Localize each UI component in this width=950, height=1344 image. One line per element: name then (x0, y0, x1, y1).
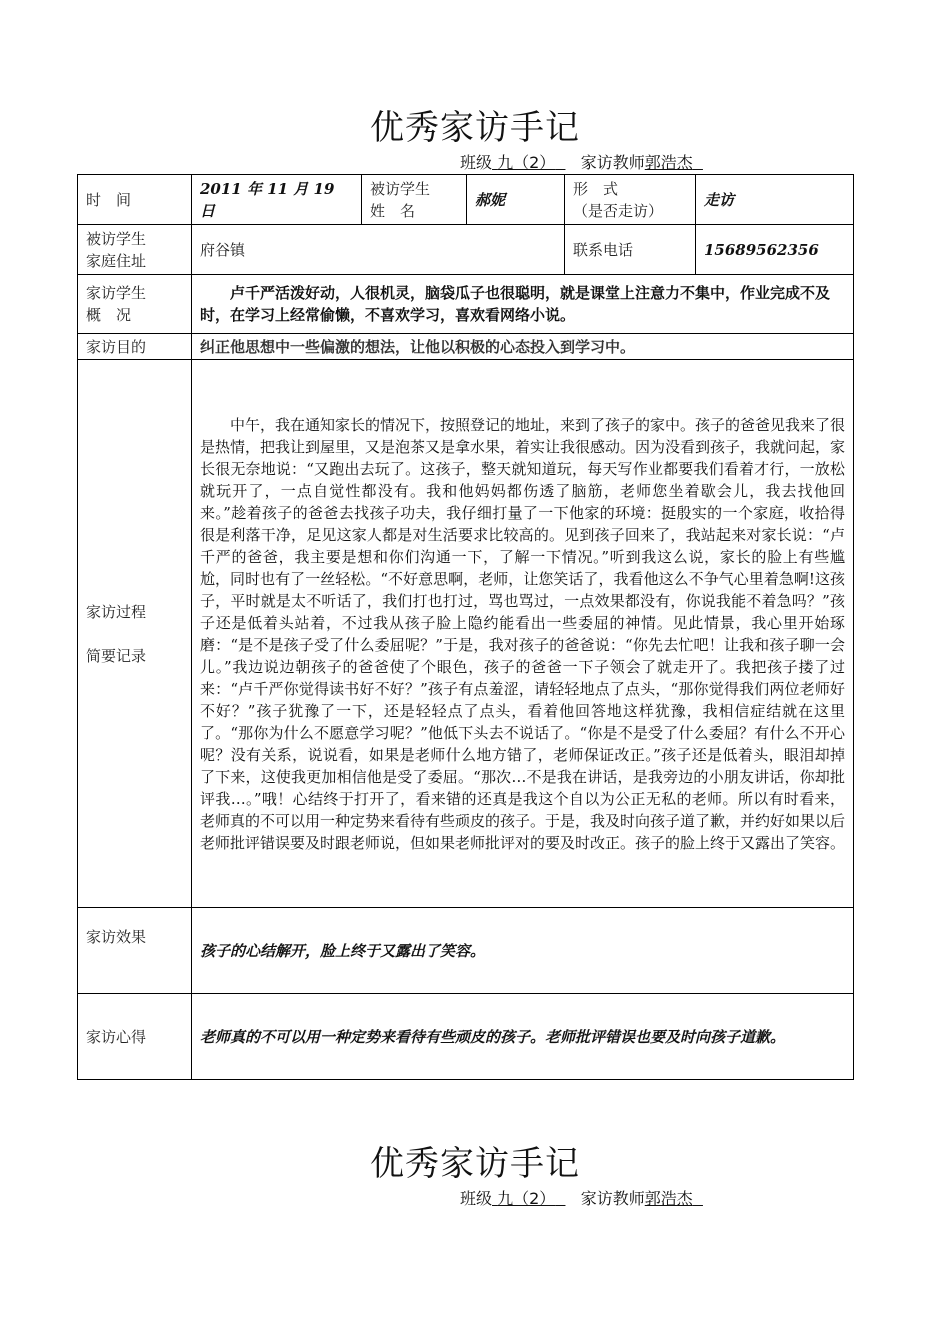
insight-value: 老师真的不可以用一种定势来看待有些顽皮的孩子。老师批评错误也要及时向孩子道歉。 (192, 994, 854, 1080)
home-visit-table (77, 174, 854, 1080)
class-teacher-line-repeat (460, 1186, 703, 1209)
class-label: 班级 (460, 153, 493, 172)
row-insight (78, 994, 854, 1080)
row-basic-info (78, 175, 854, 225)
phone-label: 联系电话 (565, 225, 696, 275)
class-teacher-line (460, 150, 703, 173)
row-survey (78, 275, 854, 334)
row-purpose (78, 334, 854, 360)
effect-value: 孩子的心结解开，脸上终于又露出了笑容。 (192, 908, 854, 994)
student-name-label: 被访学生 姓 名 (362, 175, 467, 225)
survey-label: 家访学生 概 况 (78, 275, 192, 334)
survey-value: 卢千严活泼好动，人很机灵，脑袋瓜子也很聪明，就是课堂上注意力不集中，作业完成不及时，在学习上经常偷懒，不喜欢学习，喜欢看网络小说。 (192, 275, 854, 334)
page-title: 优秀家访手记 (370, 108, 580, 148)
address-value: 府谷镇 (192, 225, 565, 275)
class-value: 九（2） (497, 1189, 556, 1208)
teacher-label: 家访教师 (580, 1189, 645, 1208)
form-label: 形 式 （是否走访） (565, 175, 696, 225)
page-title-repeat: 优秀家访手记 (370, 1144, 580, 1184)
teacher-value: 郭浩杰 (644, 1189, 693, 1208)
class-label: 班级 (460, 1189, 493, 1208)
process-label: 家访过程 简要记录 (78, 360, 192, 908)
teacher-value: 郭浩杰 (644, 153, 693, 172)
time-value: 2011 年 11 月 19 日 (192, 175, 362, 225)
class-value: 九（2） (497, 153, 556, 172)
time-label: 时 间 (78, 175, 192, 225)
purpose-label: 家访目的 (78, 334, 192, 360)
student-name-value: 郝妮 (467, 175, 565, 225)
form-value: 走访 (696, 175, 854, 225)
teacher-label: 家访教师 (580, 153, 645, 172)
row-effect (78, 908, 854, 994)
process-record (192, 360, 854, 908)
process-text: 中午，我在通知家长的情况下，按照登记的地址，来到了孩子的家中。孩子的爸爸见我来了很是热情，把我让到屋里，又是泡茶又是拿水果，着实让我很感动。因为没看到孩子，我就问起，家长很无奈地说：“又跑出去玩了。这孩子，整天就知道玩，每天写作业都要我们看着才行，一放松就玩开了，一点自觉性都没有。我和他妈妈都伤透了脑筋，老师您坐着歇会儿，我去找他回来。”趁着孩子的爸爸去找孩子功夫，我仔细打量了一下他家的环境：挺殷实的一个家庭，收拾得很是利落干净，足见这家人都是对生活要求比较高的。见到孩子回来了，我站起来对家长说：“卢千严的爸爸，我主要是想和你们沟通一下，了解一下情况。”听到我这么说，家长的脸上有些尴尬，同时也有了一丝轻松。“不好意思啊，老师，让您笑话了，我看他这么不争气心里着急啊!这孩子，平时就是太不听话了，我们打也打过，骂也骂过，一点效果都没有，你说我能不着急吗？”孩子还是低着头站着，不过我从孩子脸上隐约能看出一些委屈的神情。见此情景，我心里开始琢磨：“是不是孩子受了什么委屈呢？”于是，我对孩子的爸爸说：“你先去忙吧！让我和孩子聊一会儿。”我边说边朝孩子的爸爸使了个眼色，孩子的爸爸一下子领会了就走开了。我把孩子搂了过来：“卢千严你觉得读书好不好？”孩子有点羞涩，请轻轻地点了点头，“那你觉得我们两位老师好不好？”孩子犹豫了一下，还是轻轻点了点头，看着他回答地这样犹豫，我相信症结就在这里了。“那你为什么不愿意学习呢？”他低下头去不说话了。“你是不是受了什么委屈？有什么不开心呢？没有关系，说说看，如果是老师什么地方错了，老师保证改正。”孩子还是低着头，眼泪却掉了下来，这使我更加相信他是受了委屈。“那次…不是我在讲话，是我旁边的小朋友讲话，你却批评我…。”哦！心结终于打开了，看来错的还真是我这个自以为公正无私的老师。所以有时看来，老师真的不可以用一种定势来看待有些顽皮的孩子。于是，我及时向孩子道了歉，并约好如果以后老师批评错误要及时跟老师说，但如果老师批评对的要及时改正。孩子的脸上终于又露出了笑容。 (200, 415, 846, 852)
phone-value: 15689562356 (696, 225, 854, 275)
address-label: 被访学生 家庭住址 (78, 225, 192, 275)
purpose-value: 纠正他思想中一些偏激的想法，让他以积极的心态投入到学习中。 (192, 334, 854, 360)
effect-label: 家访效果 (78, 908, 192, 994)
row-process (78, 360, 854, 908)
insight-label: 家访心得 (78, 994, 192, 1080)
row-address (78, 225, 854, 275)
